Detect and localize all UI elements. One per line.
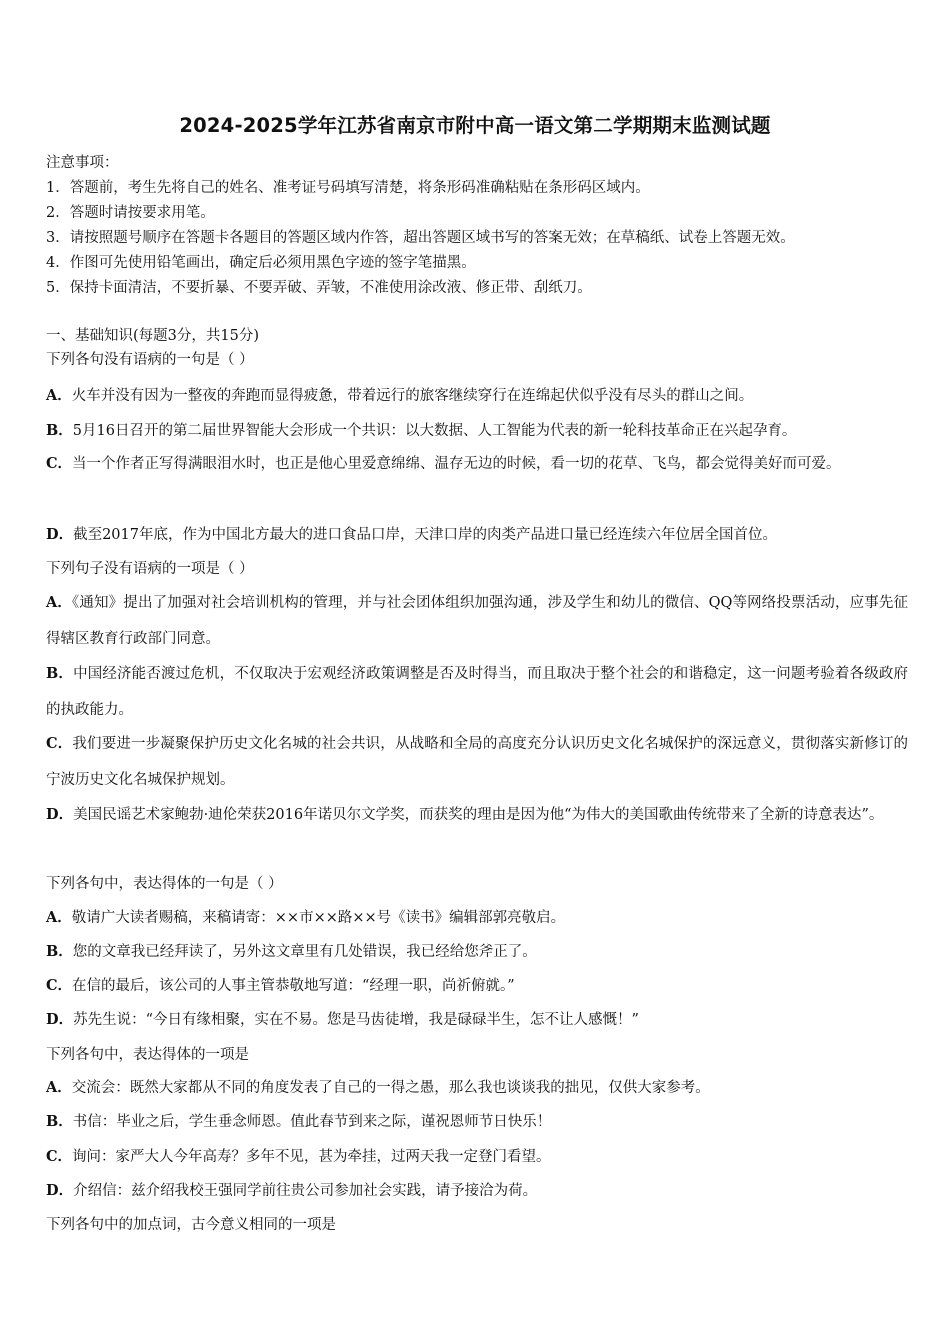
question-stem: 下列各句中，表达得体的一句是（ ） xyxy=(46,876,283,892)
notice-item: 2．答题时请按要求用笔。 xyxy=(46,205,215,221)
option-text: 5月16日召开的第二届世界智能大会形成一个共识：以大数据、人工智能为代表的新一轮科技革命正在兴起孕育。 xyxy=(72,423,797,439)
option xyxy=(46,1139,908,1176)
notice-item: 3．请按照题号顺序在答题卡各题目的答题区域内作答，超出答题区域书写的答案无效；在草稿纸、试卷上答题无效。 xyxy=(46,230,795,246)
option-text: 在信的最后，该公司的人事主管恭敬地写道：“经理一职，尚祈俯就。” xyxy=(72,978,515,994)
question-stem: 下列各句没有语病的一句是（ ） xyxy=(46,352,254,368)
option-key: C． xyxy=(46,1148,73,1165)
option-text: 美国民谣艺术家鲍勃·迪伦荣获2016年诺贝尔文学奖，而获奖的理由是因为他“为伟大的美国歌曲传统带来了全新的诗意表达”。 xyxy=(73,807,884,823)
option-key: A． xyxy=(46,594,73,611)
notice-heading: 注意事项： xyxy=(46,155,119,171)
option-key: B． xyxy=(46,665,74,682)
option xyxy=(46,900,908,937)
option-key: A． xyxy=(46,909,72,926)
option-key: B． xyxy=(46,1113,73,1130)
question-stem: 下列句子没有语病的一项是（ ） xyxy=(46,561,254,577)
option xyxy=(46,1002,908,1039)
option-key: A． xyxy=(46,1079,72,1096)
option-text: 询问：家严大人今年高寿？多年不见，甚为牵挂，过两天我一定登门看望。 xyxy=(72,1149,551,1165)
option-key: C． xyxy=(46,455,73,472)
option xyxy=(46,934,908,971)
option-text: 书信：毕业之后，学生垂念师恩。值此春节到来之际，谨祝恩师节日快乐！ xyxy=(72,1114,552,1130)
option-key: D． xyxy=(46,1011,74,1028)
option-text: 截至2017年底，作为中国北方最大的进口食品口岸，天津口岸的肉类产品进口量已经连续六年位居全国首位。 xyxy=(73,527,777,543)
notice-item: 4．作图可先使用铅笔画出，确定后必须用黑色字迹的签字笔描黑。 xyxy=(46,255,476,271)
option xyxy=(46,1173,908,1210)
notice-block xyxy=(46,151,916,301)
option xyxy=(46,797,908,834)
option-text: 中国经济能否渡过危机，不仅取决于宏观经济政策调整是否及时得当，而且取决于整个社会的和谐稳定，这一问题考验着各级政府的执政能力。 xyxy=(46,666,908,718)
section-heading: 一、基础知识(每题3分，共15分) xyxy=(46,328,259,344)
option xyxy=(46,1070,908,1107)
option-text: 《通知》提出了加强对社会培训机构的管理，并与社会团体组织加强沟通，涉及学生和幼儿的微信、QQ等网络投票活动，应事先征得辖区教育行政部门同意。 xyxy=(46,595,908,647)
option-key: D． xyxy=(46,806,74,823)
option xyxy=(46,1104,908,1141)
option xyxy=(46,413,908,450)
option-key: C． xyxy=(46,735,73,752)
option xyxy=(46,446,908,483)
question-stem: 下列各句中，表达得体的一项是 xyxy=(46,1047,249,1063)
notice-item: 1．答题前，考生先将自己的姓名、准考证号码填写清楚，将条形码准确粘贴在条形码区域内。 xyxy=(46,180,650,196)
option-key: D． xyxy=(46,526,74,543)
option-text: 您的文章我已经拜读了，另外这文章里有几处错误，我已经给您斧正了。 xyxy=(72,944,537,960)
option-text: 火车并没有因为一整夜的奔跑而显得疲惫，带着远行的旅客继续穿行在连绵起伏似乎没有尽头的群山之间。 xyxy=(71,388,754,404)
option-text: 苏先生说：“今日有缘相聚，实在不易。您是马齿徒增，我是碌碌半生，怎不让人感慨！” xyxy=(73,1012,639,1028)
option-text: 当一个作者正写得满眼泪水时，也正是他心里爱意绵绵、温存无边的时候，看一切的花草、飞鸟，都会觉得美好而可爱。 xyxy=(72,456,841,472)
option-key: A． xyxy=(46,387,72,404)
option-text: 交流会：既然大家都从不同的角度发表了自己的一得之愚，那么我也谈谈我的拙见，仅供大家参考。 xyxy=(71,1080,710,1096)
option-text: 敬请广大读者赐稿，来稿请寄：××市××路××号《读书》编辑部郭亮敬启。 xyxy=(71,910,566,926)
question-stem: 下列各句中的加点词，古今意义相同的一项是 xyxy=(46,1217,336,1233)
option xyxy=(46,656,908,728)
option-key: D． xyxy=(46,1182,74,1199)
page-title: 2024-2025学年江苏省南京市附中高一语文第二学期期末监测试题 xyxy=(179,114,771,137)
option-key: B． xyxy=(46,943,73,960)
option xyxy=(46,726,908,798)
notice-item: 5．保持卡面清洁，不要折暴、不要弄破、弄皱，不准使用涂改液、修正带、刮纸刀。 xyxy=(46,280,592,296)
option xyxy=(46,378,908,415)
option-text: 我们要进一步凝聚保护历史文化名城的社会共识，从战略和全局的高度充分认识历史文化名城保护的深远意义，贯彻落实新修订的宁波历史文化名城保护规划。 xyxy=(46,736,908,788)
option-key: C． xyxy=(46,977,73,994)
option-key: B． xyxy=(46,422,73,439)
option-text: 介绍信：兹介绍我校王强同学前往贵公司参加社会实践，请予接洽为荷。 xyxy=(73,1183,538,1199)
option xyxy=(46,517,908,554)
option xyxy=(46,968,908,1005)
option xyxy=(46,585,908,657)
